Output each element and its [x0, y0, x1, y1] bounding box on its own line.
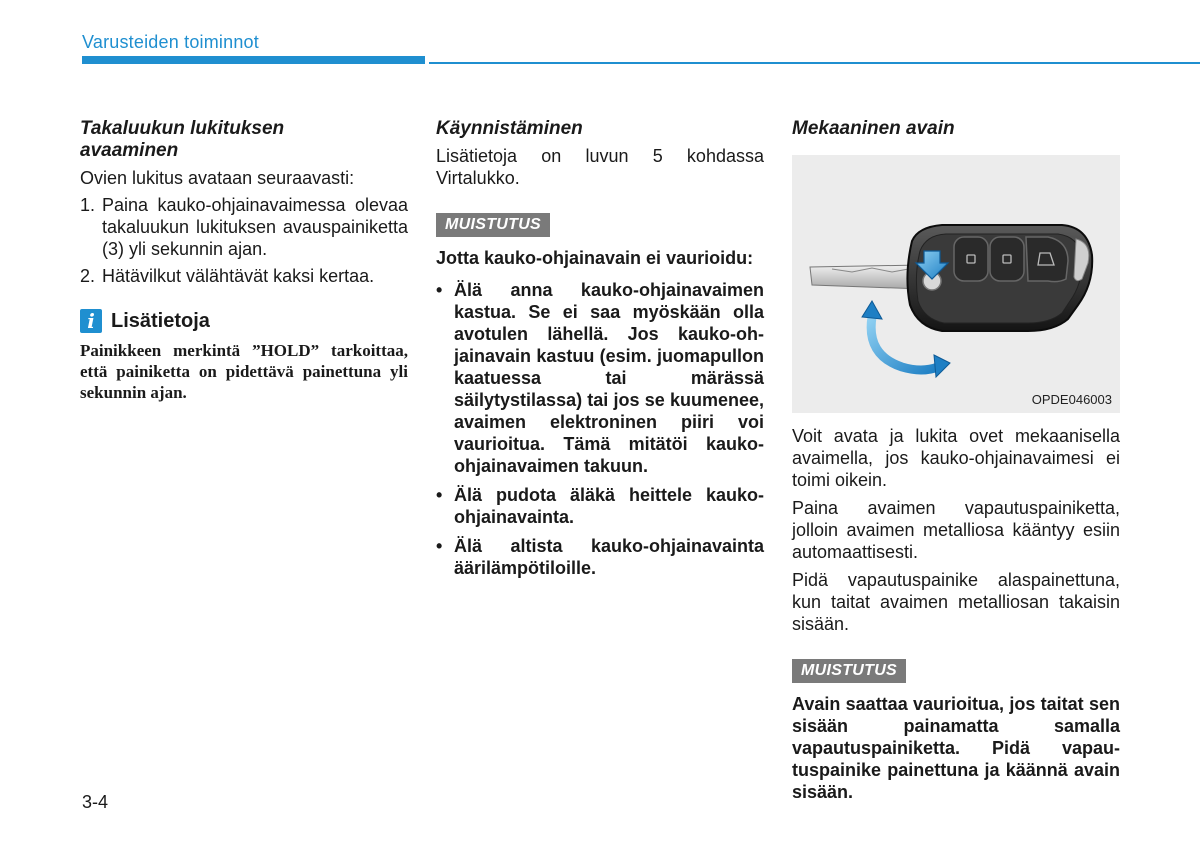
tailgate-heading-line1: Takaluukun lukituksen: [80, 118, 285, 139]
notice-badge: MUISTUTUS: [436, 213, 550, 237]
section-title: Varusteiden toiminnot: [82, 32, 259, 52]
notice-badge-wrap: [792, 659, 1120, 683]
column-tailgate-unlock: [80, 118, 408, 403]
notice-bullets: [436, 279, 764, 579]
step-item: [80, 194, 408, 260]
bullet-item: • Älä anna kauko-ohjainavaimen kastua. Se ei saa myöskään olla avotulen lähellä. Jos kauko-ohjainavain kastuu (esim. juomapullon kaatuessa tai märässä säilytystilassa) tai jos se kuumenee, avaimen elektroninen piiri voi vaurioitua. Tämä mitätöi kauko-ohjainavaimen takuun.: [436, 279, 764, 477]
key-illustration: [792, 155, 1120, 413]
column-starting: [436, 118, 764, 579]
bullet-item: • Älä altista kauko-ohjainavainta äärilämpötiloille.: [436, 535, 764, 579]
starting-heading: Käynnistäminen: [436, 118, 583, 139]
page-number: 3-4: [82, 792, 109, 812]
header-bar-thick: [82, 56, 425, 64]
step-number: 2.: [80, 266, 96, 286]
tailgate-steps: [80, 194, 408, 287]
mechanical-key-paragraph: Paina avaimen vapautuspainiketta, jolloin avaimen metalliosa kääntyy esiin automaattisesti.: [792, 498, 1120, 562]
notice-badge-wrap: [436, 213, 764, 237]
info-header: [80, 309, 408, 333]
step-text: Hätävilkut välähtävät kaksi kertaa.: [102, 266, 375, 286]
mechanical-key-heading: Mekaaninen avain: [792, 118, 955, 139]
mechanical-key-paragraph: Pidä vapautuspainike alaspainettuna, kun taitat avaimen metalliosan takaisin sisään.: [792, 570, 1120, 634]
notice-lead: Jotta kauko-ohjainavain ei vaurioidu:: [436, 248, 754, 268]
notice-text: Avain saattaa vaurioitua, jos taitat sen sisään painamatta samalla vapautuspainiketta. Pidä vapautuspainike painettuna ja käännä avain sisään.: [792, 694, 1120, 802]
tailgate-heading: [80, 118, 408, 162]
step-text: Paina kauko-ohjainavaimessa olevaa takaluukun lukituksen avauspainiketta (3) yli sekunnin ajan.: [102, 195, 408, 259]
info-text: Painikkeen merkintä ”HOLD” tarkoittaa, että painiketta on pidettävä painettuna yli sekunnin ajan.: [80, 341, 408, 402]
figure-caption: OPDE046003: [1031, 392, 1112, 407]
info-icon: i: [80, 309, 102, 333]
notice-badge: MUISTUTUS: [792, 659, 906, 683]
header-bar-thin: [429, 62, 1200, 64]
bullet-item: • Älä pudota äläkä heittele kauko-ohjainavainta.: [436, 484, 764, 528]
page-header: [82, 32, 1200, 68]
tailgate-intro: Ovien lukitus avataan seuraavasti:: [80, 168, 355, 188]
step-item: [80, 265, 408, 287]
info-title: Lisätietoja: [111, 310, 210, 332]
step-number: 1.: [80, 195, 96, 215]
mechanical-key-paragraph: Voit avata ja lukita ovet mekaanisella avaimella, jos kauko-ohjainavaimesi ei toimi oikein.: [792, 426, 1120, 490]
starting-text: Lisätietoja on luvun 5 kohdassa Virtalukko.: [436, 146, 764, 188]
column-mechanical-key: [792, 118, 1120, 803]
tailgate-heading-line2: avaaminen: [80, 140, 179, 161]
key-figure: [792, 155, 1120, 413]
